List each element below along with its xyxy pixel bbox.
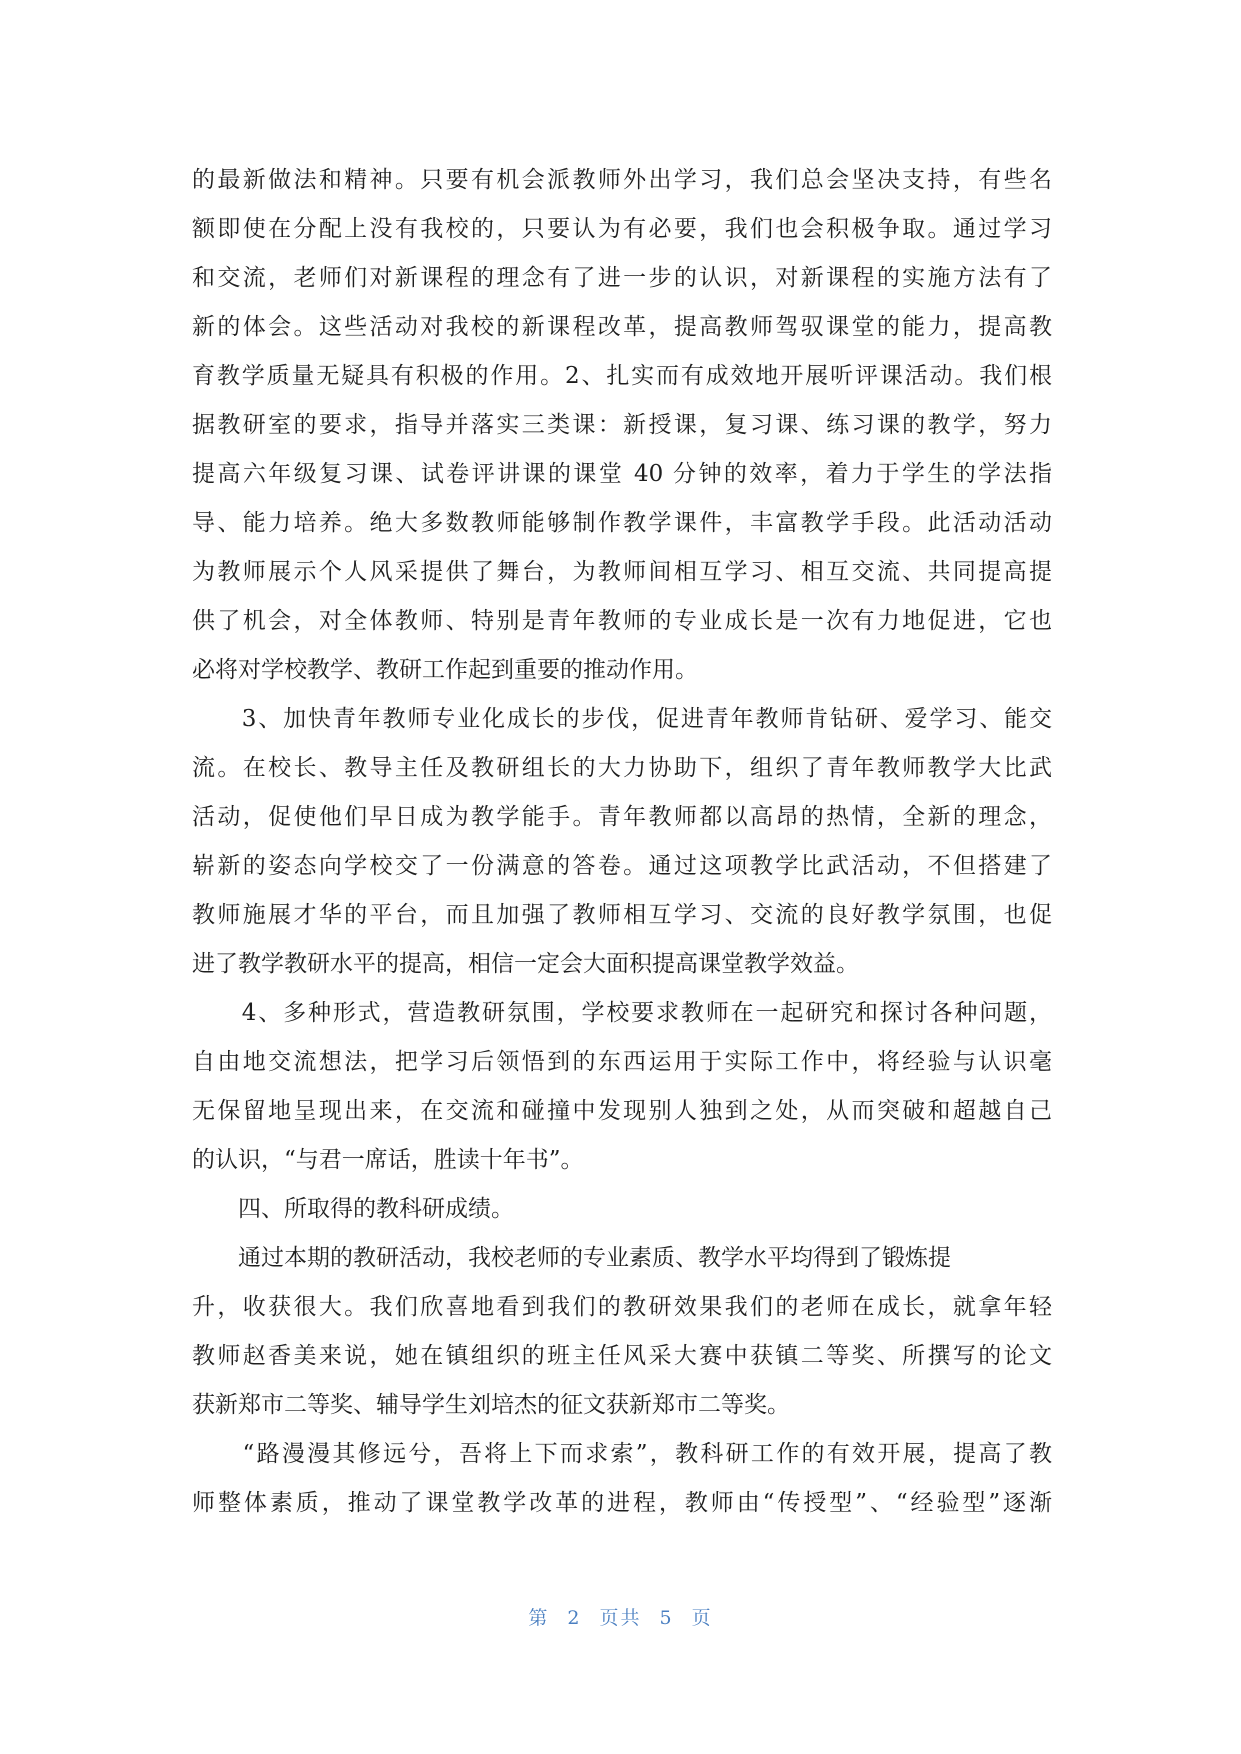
- body-line: 获新郑市二等奖、辅导学生刘培杰的征文获新郑市二等奖。: [192, 1392, 790, 1418]
- body-line: 师整体素质，推动了课堂教学改革的进程，教师由“传授型”、“经验型”逐渐: [192, 1490, 1052, 1516]
- body-line: 自由地交流想法，把学习后领悟到的东西运用于实际工作中，将经验与认识毫: [192, 1049, 1052, 1075]
- body-line: “路漫漫其修远兮，吾将上下而求索”，教科研工作的有效开展，提高了教: [192, 1441, 1052, 1467]
- body-line: 供了机会，对全体教师、特别是青年教师的专业成长是一次有力地促进，它也: [192, 608, 1052, 634]
- footer-middle: 页共: [599, 1607, 642, 1629]
- body-line: 额即使在分配上没有我校的，只要认为有必要，我们也会积极争取。通过学习: [192, 216, 1052, 242]
- document-body: [192, 156, 1052, 1528]
- body-line: 活动，促使他们早日成为教学能手。青年教师都以高昂的热情，全新的理念，: [192, 804, 1052, 830]
- body-line: 4、多种形式，营造教研氛围，学校要求教师在一起研究和探讨各种问题，: [192, 1000, 1052, 1026]
- section-heading: 四、所取得的教科研成绩。: [192, 1196, 514, 1222]
- footer-current-page: 2: [567, 1607, 582, 1629]
- body-line: 新的体会。这些活动对我校的新课程改革，提高教师驾驭课堂的能力，提高教: [192, 314, 1052, 340]
- body-line: 育教学质量无疑具有积极的作用。2、扎实而有成效地开展听评课活动。我们根: [192, 363, 1052, 389]
- body-line: 通过本期的教研活动，我校老师的专业素质、教学水平均得到了锻炼提: [192, 1245, 951, 1271]
- body-line: 流。在校长、教导主任及教研组长的大力协助下，组织了青年教师教学大比武: [192, 755, 1052, 781]
- body-line: 和交流，老师们对新课程的理念有了进一步的认识，对新课程的实施方法有了: [192, 265, 1052, 291]
- body-line: 升，收获很大。我们欣喜地看到我们的教研效果我们的老师在成长，就拿年轻: [192, 1294, 1052, 1320]
- body-line: 的认识，“与君一席话，胜读十年书”。: [192, 1147, 584, 1173]
- body-line: 3、加快青年教师专业化成长的步伐，促进青年教师肯钻研、爱学习、能交: [192, 706, 1052, 732]
- body-line: 提高六年级复习课、试卷评讲课的课堂 40 分钟的效率，着力于学生的学法指: [192, 461, 1052, 487]
- body-line: 据教研室的要求，指导并落实三类课：新授课，复习课、练习课的教学，努力: [192, 412, 1052, 438]
- body-line: 教师赵香美来说，她在镇组织的班主任风采大赛中获镇二等奖、所撰写的论文: [192, 1343, 1052, 1369]
- body-line: 进了教学教研水平的提高，相信一定会大面积提高课堂教学效益。: [192, 951, 859, 977]
- body-line: 导、能力培养。绝大多数教师能够制作教学课件，丰富教学手段。此活动活动: [192, 510, 1052, 536]
- body-line: 崭新的姿态向学校交了一份满意的答卷。通过这项教学比武活动，不但搭建了: [192, 853, 1052, 879]
- body-line: 教师施展才华的平台，而且加强了教师相互学习、交流的良好教学氛围，也促: [192, 902, 1052, 928]
- footer-suffix: 页: [691, 1607, 713, 1629]
- footer-prefix: 第: [528, 1607, 550, 1629]
- body-line: 为教师展示个人风采提供了舞台，为教师间相互学习、相互交流、共同提高提: [192, 559, 1052, 585]
- body-line: 的最新做法和精神。只要有机会派教师外出学习，我们总会坚决支持，有些名: [192, 167, 1052, 193]
- body-line: 必将对学校教学、教研工作起到重要的推动作用。: [192, 657, 698, 683]
- footer-total-pages: 5: [659, 1607, 674, 1629]
- body-line: 无保留地呈现出来，在交流和碰撞中发现别人独到之处，从而突破和超越自己: [192, 1098, 1052, 1124]
- page-footer: [0, 1603, 1241, 1630]
